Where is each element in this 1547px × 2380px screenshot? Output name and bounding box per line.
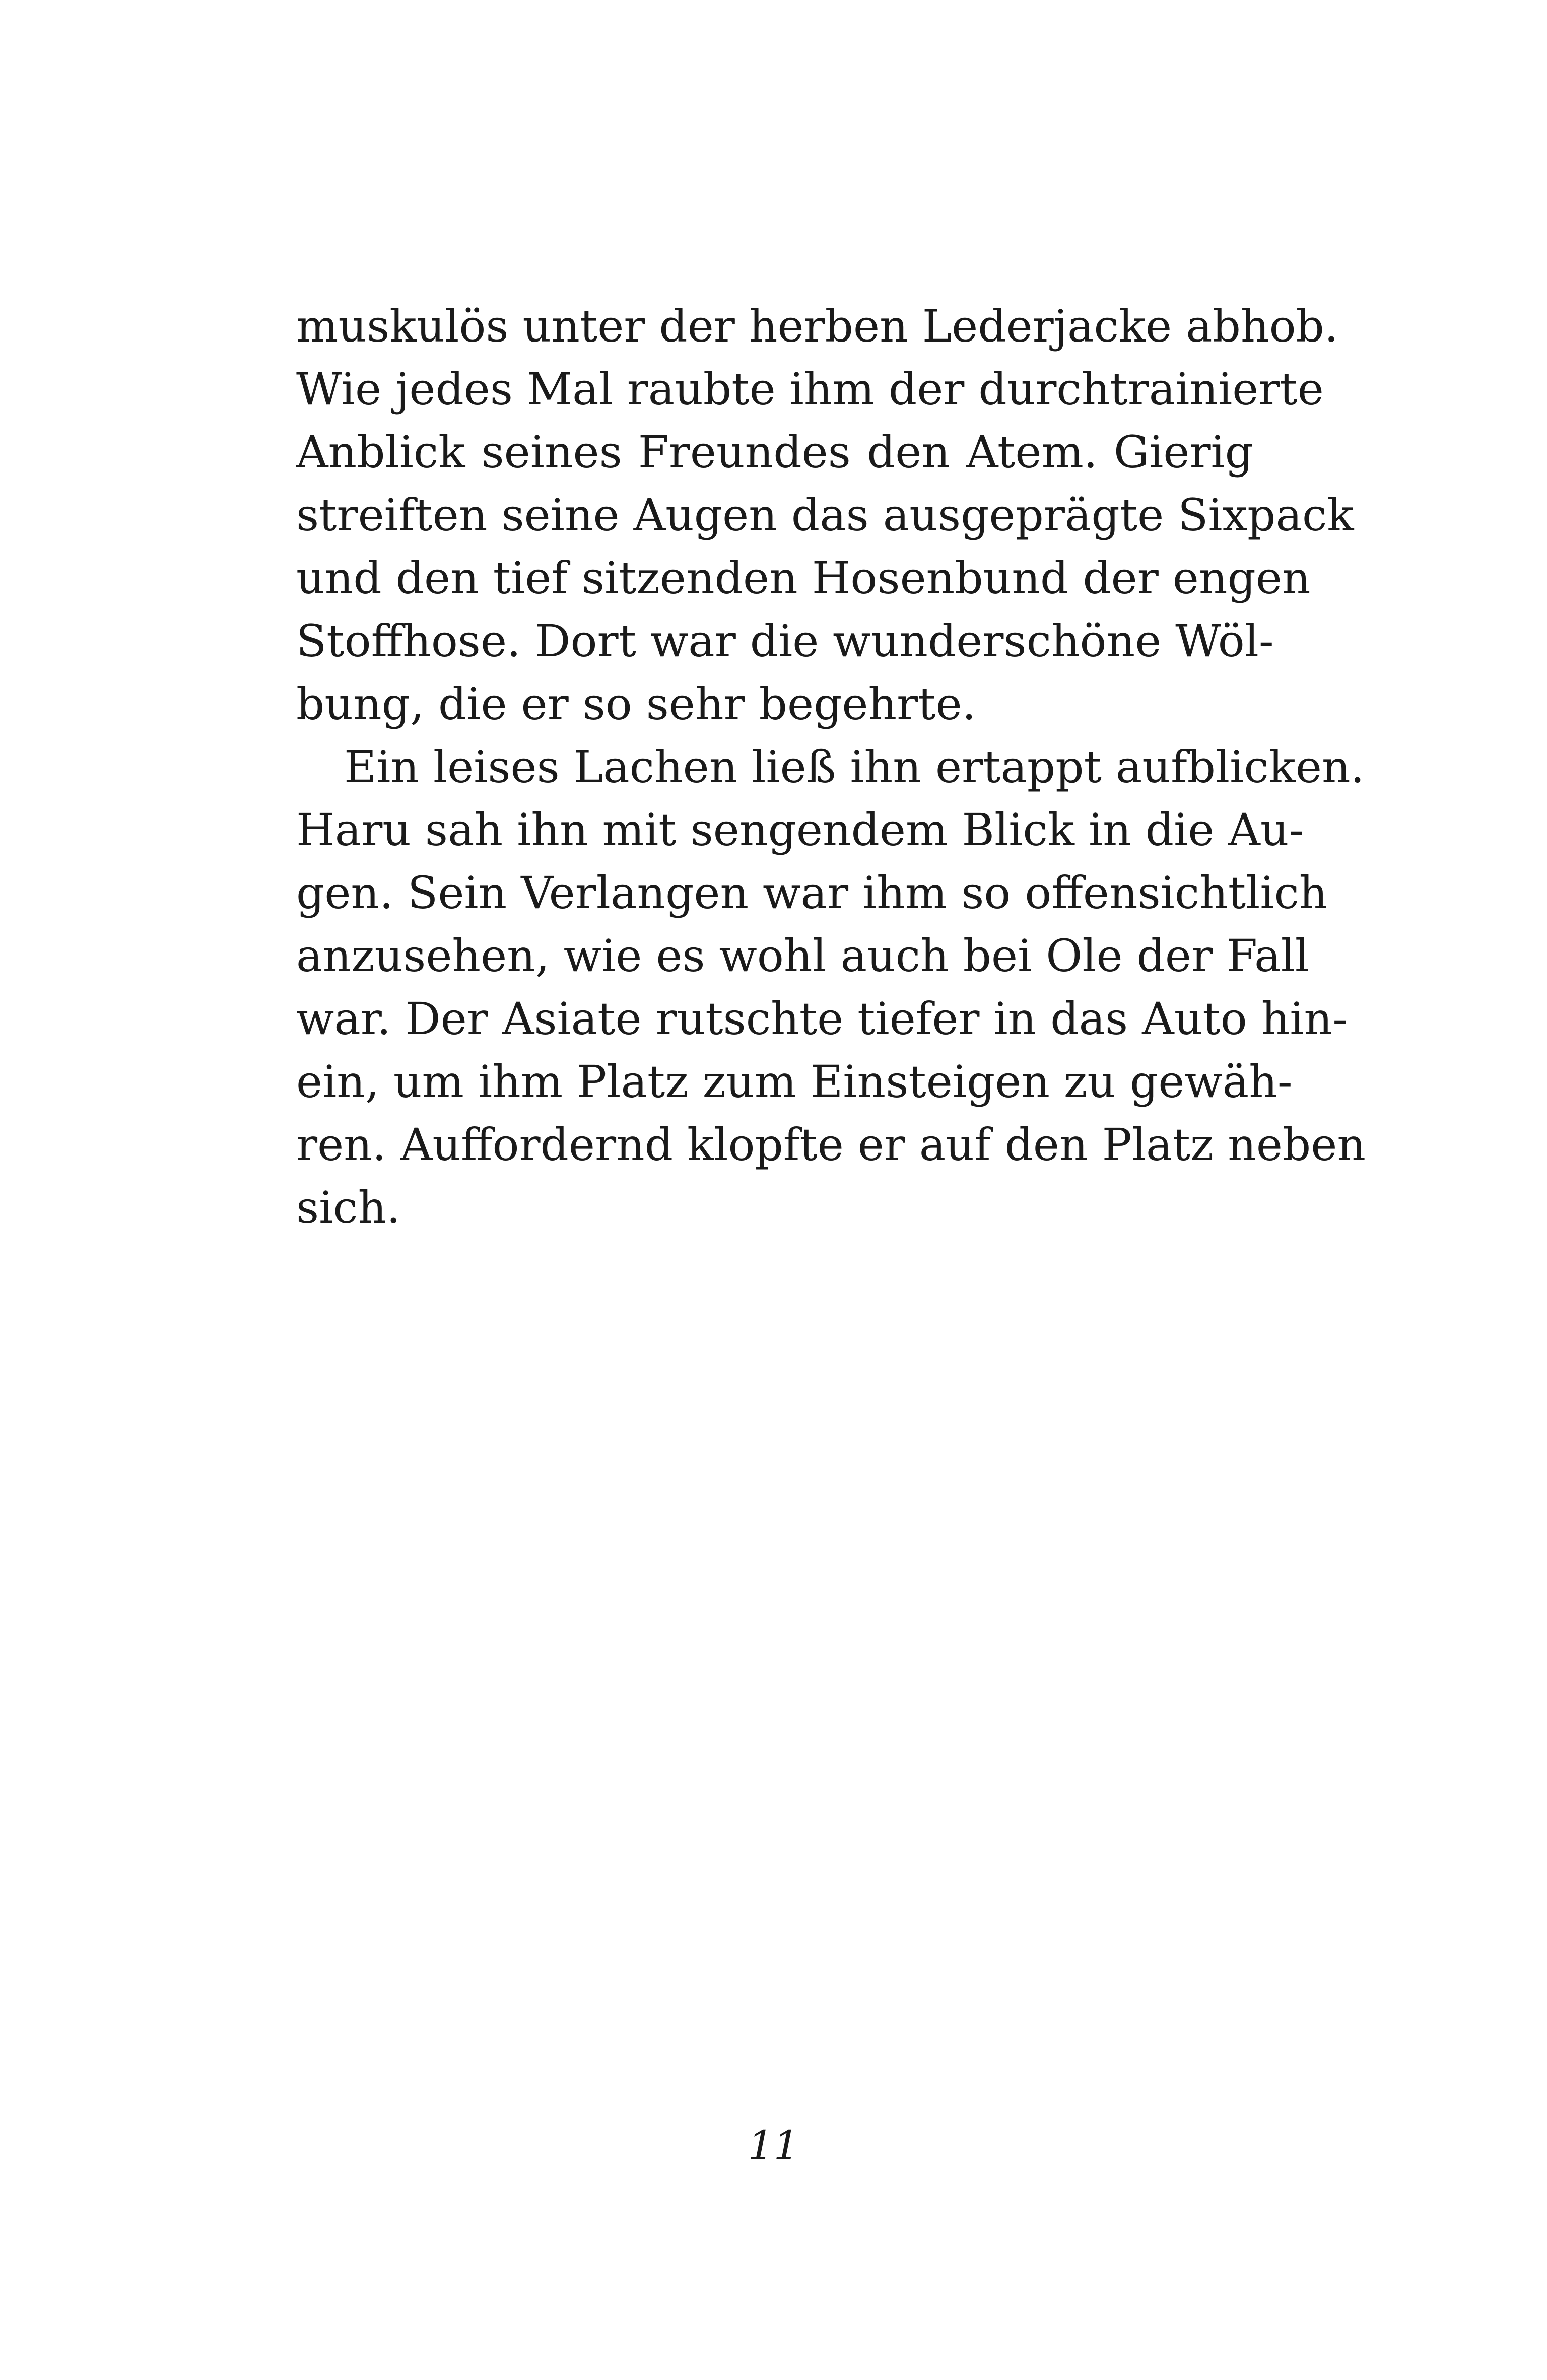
- page-number: 11: [748, 2122, 799, 2169]
- body-text: [296, 295, 1366, 1239]
- text-line: Haru sah ihn mit sengendem Blick in die Au-: [296, 804, 1304, 856]
- text-line: muskulös unter der herben Lederjacke abhob.: [296, 300, 1338, 352]
- text-line: anzusehen, wie es wohl auch bei Ole der Fall: [296, 930, 1309, 982]
- text-line: Anblick seines Freundes den Atem. Gierig: [296, 426, 1253, 478]
- text-line: ren. Auffordernd klopfte er auf den Platz neben: [296, 1119, 1366, 1171]
- text-line: Wie jedes Mal raubte ihm der durchtrainierte: [296, 363, 1324, 415]
- text-line: streiften seine Augen das ausgeprägte Sixpack: [296, 489, 1354, 541]
- text-line: war. Der Asiate rutschte tiefer in das Auto hin-: [296, 993, 1348, 1045]
- text-line: und den tief sitzenden Hosenbund der engen: [296, 552, 1311, 604]
- text-line: Stoffhose. Dort war die wunderschöne Wöl-: [296, 615, 1274, 667]
- text-line: ein, um ihm Platz zum Einsteigen zu gewäh-: [296, 1056, 1293, 1108]
- text-line: bung, die er so sehr begehrte.: [296, 678, 976, 730]
- paragraph-first-line: Ein leises Lachen ließ ihn ertappt aufblicken.: [344, 741, 1365, 793]
- text-line: sich.: [296, 1182, 401, 1234]
- text-line: gen. Sein Verlangen war ihm so offensichtlich: [296, 867, 1328, 919]
